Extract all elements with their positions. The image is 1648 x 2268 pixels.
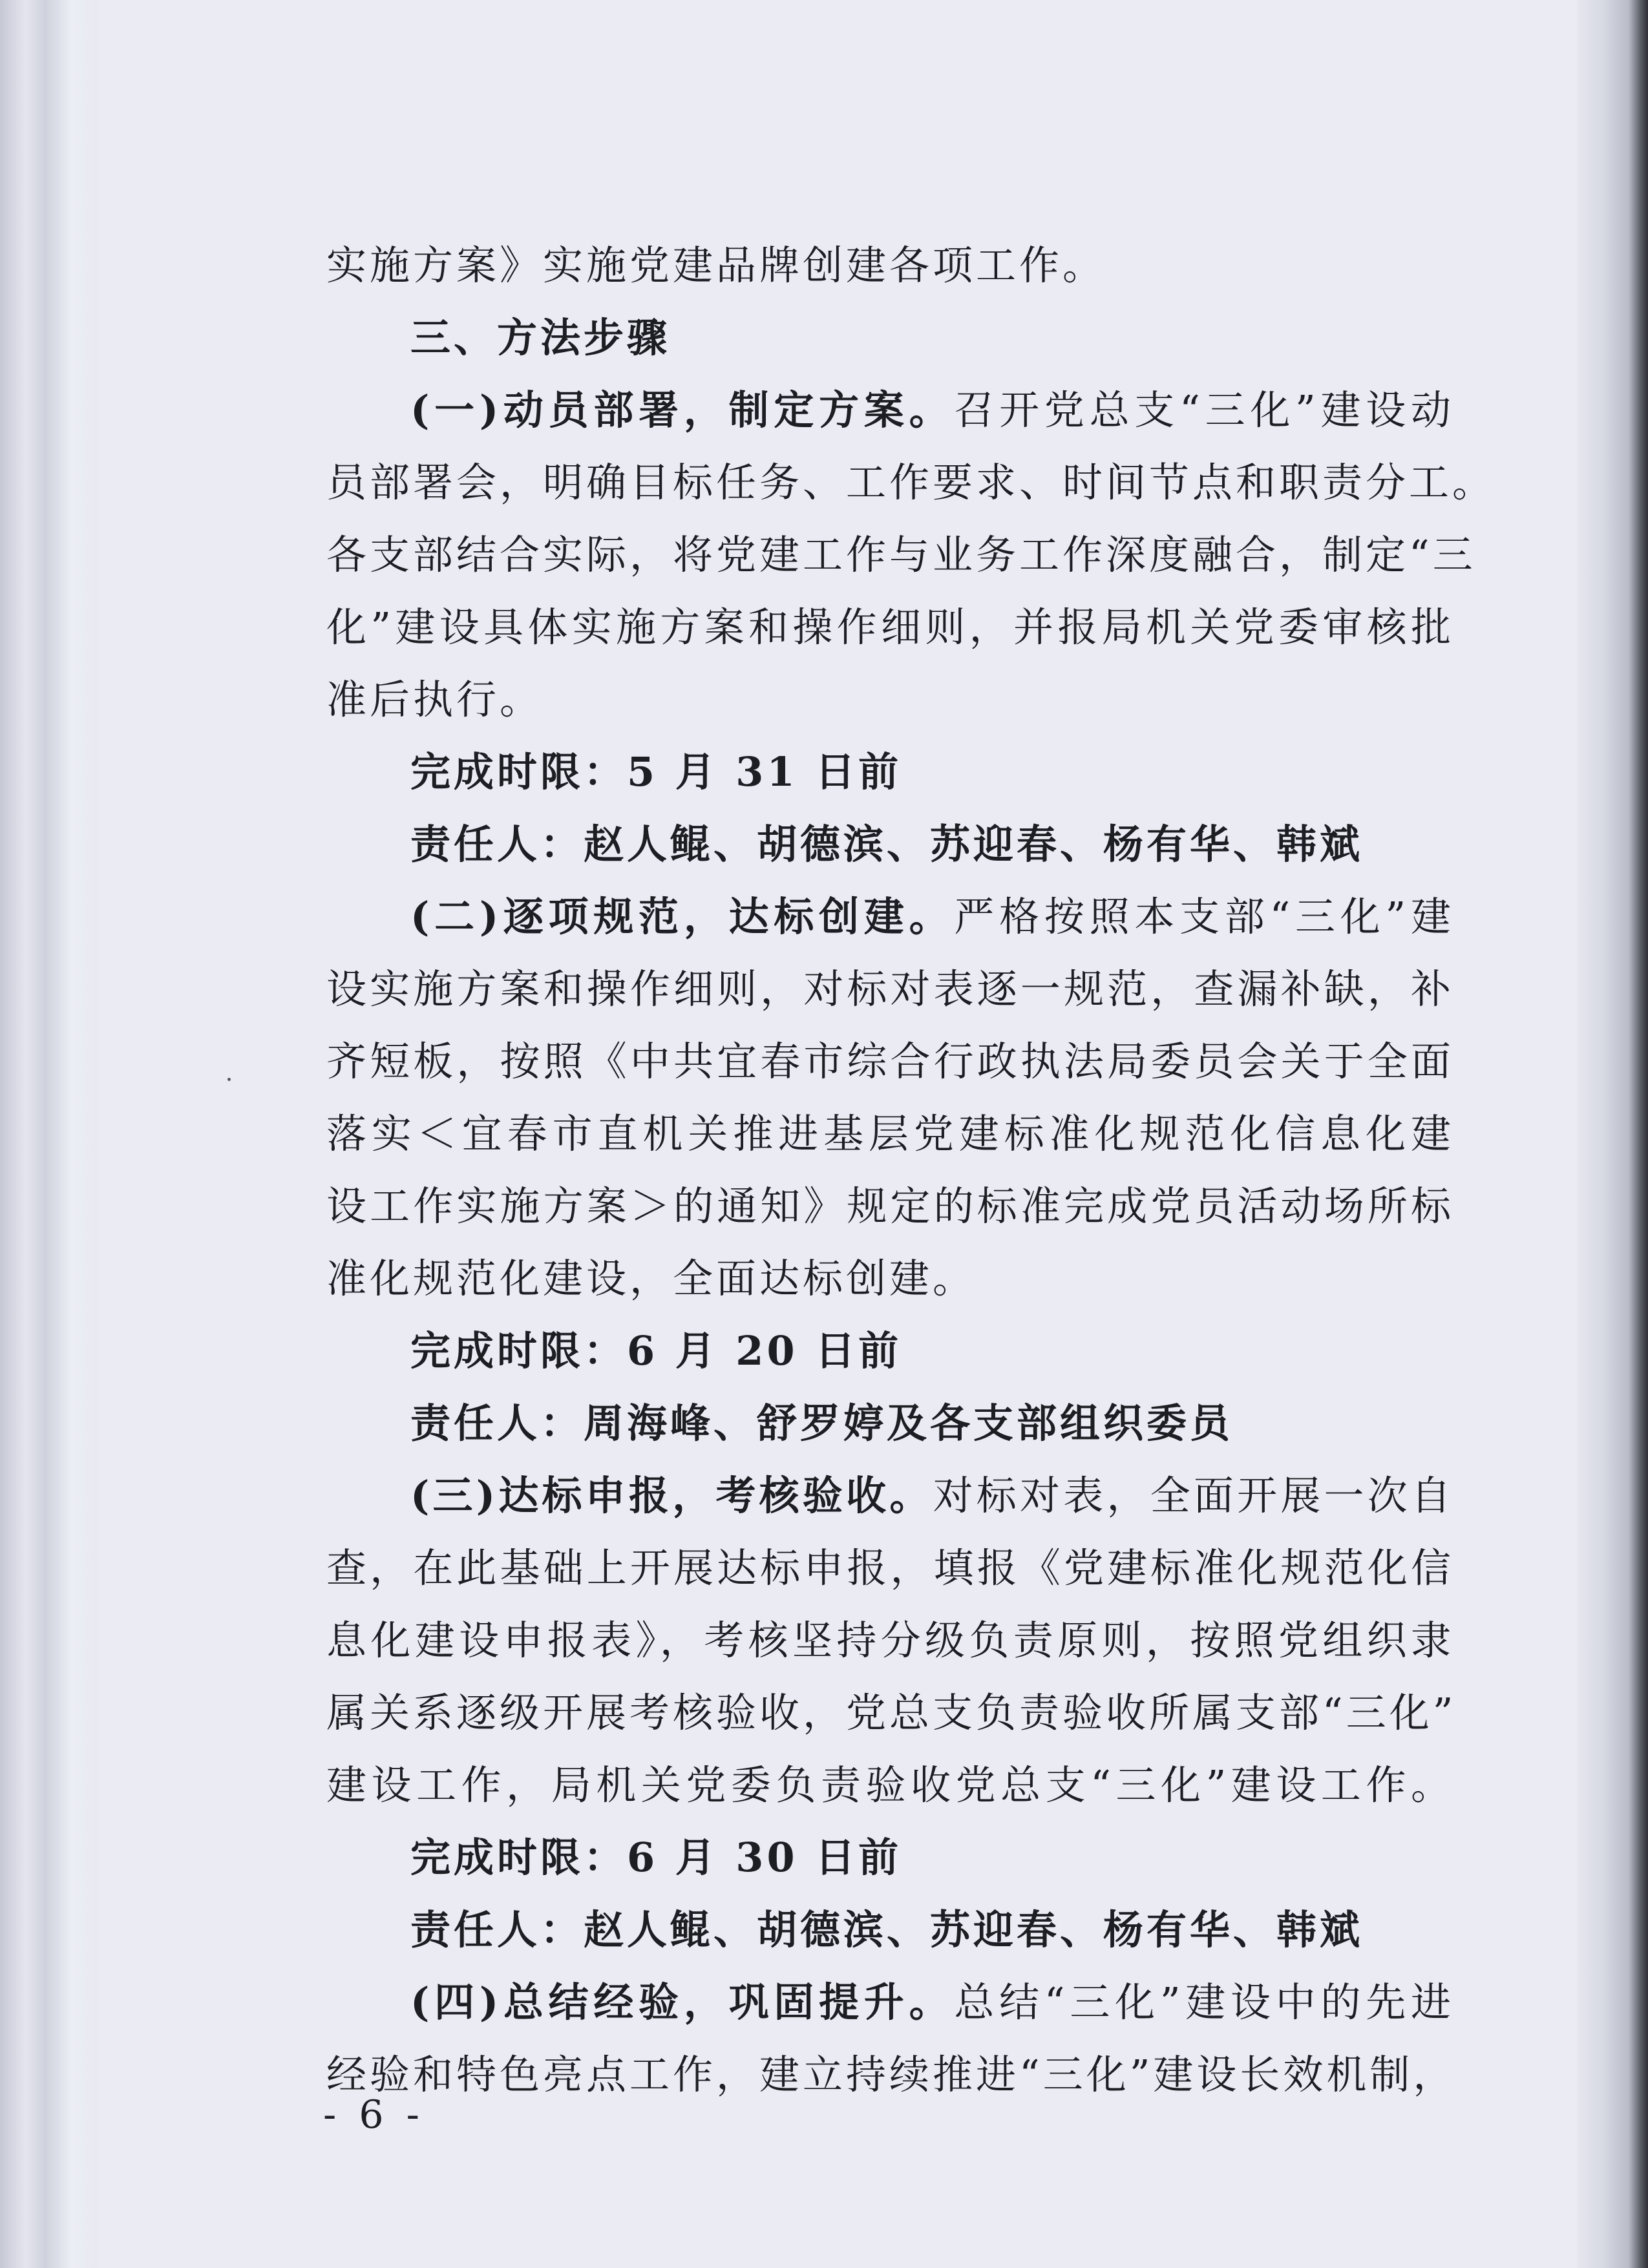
text-line — [326, 1677, 1457, 1749]
body-text: 准化规范化建设，全面达标创建。 — [326, 1255, 977, 1302]
body-text: 各支部结合实际，将党建工作与业务工作深度融合，制定“三 — [326, 531, 1476, 578]
text-line — [326, 953, 1454, 1025]
text-line — [326, 808, 1454, 881]
page-edge-right — [1577, 0, 1648, 2268]
document-body — [326, 229, 1496, 2111]
text-line — [326, 229, 1454, 302]
body-text: 设工作实施方案＞的通知》规定的标准完成党员活动场所标 — [326, 1182, 1454, 1230]
page-number: - 6 - — [323, 2092, 425, 2137]
body-text: 准后执行。 — [326, 676, 544, 723]
text-line — [326, 2039, 1457, 2111]
text-line — [326, 1243, 1454, 1315]
text-line — [326, 519, 1476, 591]
text-line — [326, 1894, 1454, 1966]
text-line — [326, 374, 1454, 446]
text-line — [326, 1822, 1454, 1894]
body-text: 齐短板，按照《中共宜春市综合行政执法局委员会关于全面 — [326, 1038, 1454, 1085]
bold-heading: 三、方法步骤 — [410, 314, 671, 361]
body-text: 查，在此基础上开展达标申报，填报《党建标准化规范化信 — [326, 1544, 1454, 1591]
bold-heading: 完成时限：6 月 20 日前 — [410, 1327, 902, 1374]
bold-heading: (三)达标申报，考核验收。 — [410, 1472, 933, 1519]
bold-heading: (四)总结经验，巩固提升。 — [410, 1979, 955, 2026]
body-text: 设实施方案和操作细则，对标对表逐一规范，查漏补缺，补 — [326, 965, 1454, 1013]
text-line — [326, 1170, 1454, 1243]
body-text: 总结“三化”建设中的先进 — [954, 1979, 1454, 2026]
text-line — [326, 664, 1454, 736]
text-line — [326, 1025, 1454, 1098]
body-text: 实施方案》实施党建品牌创建各项工作。 — [326, 242, 1106, 289]
ink-speck — [227, 1078, 231, 1081]
body-text: 化”建设具体实施方案和操作细则，并报局机关党委审核批 — [326, 604, 1454, 651]
text-line — [326, 446, 1496, 519]
text-line — [326, 1315, 1454, 1387]
text-line — [326, 302, 1454, 374]
body-text: 建设工作，局机关党委负责验收党总支“三化”建设工作。 — [326, 1761, 1454, 1809]
text-line — [326, 1532, 1454, 1604]
bold-heading: 责任人：赵人鲲、胡德滨、苏迎春、杨有华、韩斌 — [410, 821, 1364, 868]
text-line — [326, 591, 1454, 664]
text-line — [326, 1604, 1454, 1677]
body-text: 落实＜宜春市直机关推进基层党建标准化规范化信息化建 — [326, 1110, 1454, 1157]
text-line — [326, 1387, 1454, 1460]
text-line — [326, 1098, 1454, 1170]
text-line — [326, 881, 1454, 953]
text-line — [326, 1460, 1454, 1532]
body-text: 对标对表，全面开展一次自 — [933, 1472, 1454, 1519]
bold-heading: 完成时限：6 月 30 日前 — [410, 1834, 902, 1881]
bold-heading: 完成时限：5 月 31 日前 — [410, 748, 902, 795]
bold-heading: (一)动员部署，制定方案。 — [410, 386, 955, 434]
text-line — [326, 1966, 1454, 2039]
text-line — [326, 736, 1454, 808]
body-text: 严格按照本支部“三化”建 — [954, 893, 1454, 940]
body-text: 召开党总支“三化”建设动 — [954, 386, 1454, 434]
body-text: 息化建设申报表》，考核坚持分级负责原则，按照党组织隶 — [326, 1617, 1454, 1664]
body-text: 经验和特色亮点工作，建立持续推进“三化”建设长效机制， — [326, 2051, 1457, 2098]
body-text: 员部署会，明确目标任务、工作要求、时间节点和职责分工。 — [326, 459, 1496, 506]
page-edge-left — [0, 0, 97, 2268]
bold-heading: 责任人：赵人鲲、胡德滨、苏迎春、杨有华、韩斌 — [410, 1906, 1364, 1953]
body-text: 属关系逐级开展考核验收，党总支负责验收所属支部“三化” — [326, 1689, 1457, 1736]
bold-heading: (二)逐项规范，达标创建。 — [410, 893, 955, 940]
text-line — [326, 1749, 1454, 1822]
bold-heading: 责任人：周海峰、舒罗婷及各支部组织委员 — [410, 1400, 1234, 1447]
